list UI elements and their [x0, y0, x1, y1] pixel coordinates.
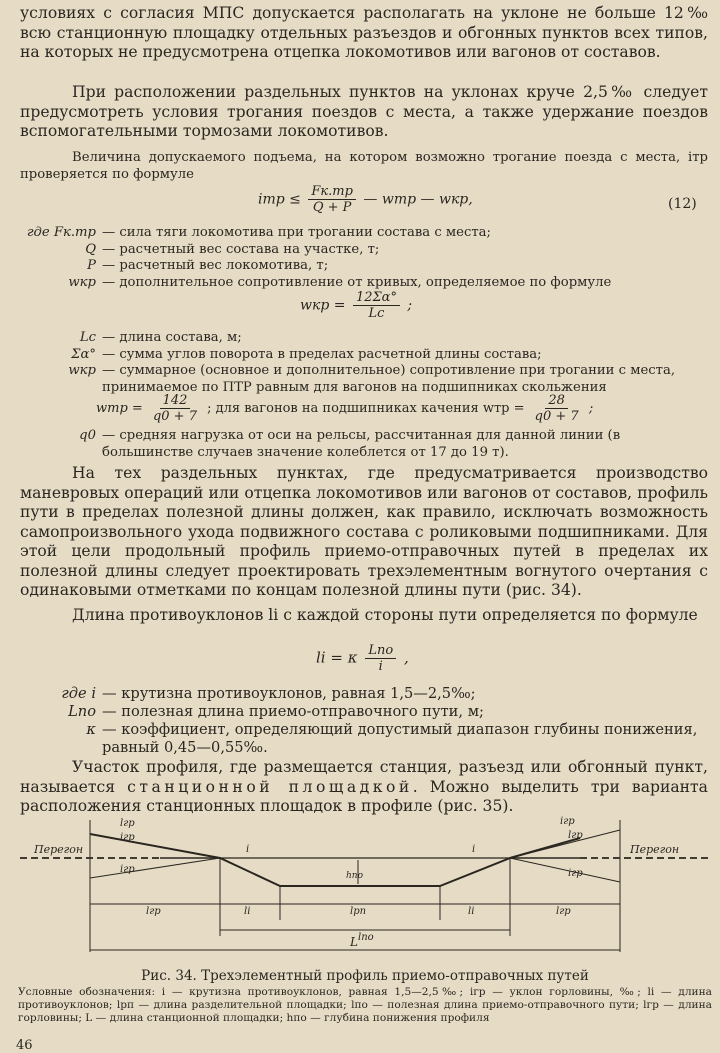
- label-L: L: [350, 935, 358, 949]
- definition-row: wкр — дополнительное сопротивление от кривых, определяемое по формуле: [68, 274, 612, 290]
- formula-12-numerator: Fк.тр: [308, 184, 356, 200]
- label-l-i-dim-left: li: [244, 906, 251, 917]
- page-number: 46: [16, 1038, 33, 1053]
- definition-row: wкр — суммарное (основное и дополнительное) сопротивление при трогании с места, принимаемое по ПТР равным для вагонов на подшипниках скольжения: [68, 363, 676, 395]
- definition-row: Q — расчетный вес состава на участке, т;: [85, 241, 380, 257]
- formula-12-fraction: [308, 184, 356, 215]
- label-i-gr-lower-right: iгр: [568, 868, 583, 879]
- definition-row: q0 — средняя нагрузка от оси на рельсы, рассчитанная для данной линии (в большинстве случаев значение колеблется от 17 до 19 т).: [79, 428, 621, 460]
- formula-12-number: (12): [668, 196, 697, 212]
- formula-12-lhs: iтр ≤: [258, 191, 301, 208]
- label-l-gr-upper-left: lгр: [120, 818, 135, 829]
- definitions-block-3: [20, 428, 710, 461]
- label-l-gr-dim-left: lгр: [146, 906, 161, 917]
- figure-caption: Рис. 34. Трехэлементный профиль приемо-отправочных путей: [141, 968, 589, 984]
- definitions-block-4: [20, 685, 710, 757]
- label-l-gr-upper-right: lгр: [568, 830, 583, 841]
- label-i-gr-upper-right: iгр: [560, 816, 575, 827]
- formula-wkr: wкр = $\frac{12\Sigma\alpha^\circ}{Lc}$ ;: [300, 290, 413, 321]
- paragraph-2: При расположении раздельных пунктов на уклонах круче 2,5‰ следует предусмотреть условия трогания поездов с места, а также удержание поездов вспомогательными тормозами локомотивов.: [20, 83, 708, 140]
- label-i-gr-lower-left: iгр: [120, 864, 135, 875]
- definition-row: где Fк.тр — сила тяги локомотива при трогании состава с места;: [26, 225, 491, 240]
- throat-slope-lower-left: [90, 858, 220, 878]
- definitions-block-2: [20, 330, 710, 396]
- formula-12-denominator: Q + P: [312, 200, 352, 215]
- formula-wtr: wтр = $\frac{142}{q0 + 7}$ ; для вагонов на подшипниках качения wтр = $\frac{28}{q0 + 7}$ ;: [96, 393, 594, 424]
- definition-row: Σα° — сумма углов поворота в пределах расчетной длины состава;: [71, 346, 542, 362]
- figure-34-diagram: [20, 812, 710, 964]
- label-l-rp: lрп: [350, 906, 367, 917]
- definition-row: где i — крутизна противоуклонов, равная 1,5—2,5‰;: [61, 685, 476, 702]
- term-station-platform: станционной площадкой: [127, 777, 413, 796]
- definition-row: Lпо — полезная длина приемо-отправочного пути, м;: [68, 703, 484, 720]
- definitions-block-1: [20, 225, 710, 291]
- label-l-gr-dim-right: lгр: [556, 906, 571, 917]
- paragraph-3: Величина допускаемого подъема, на котором возможно трогание поезда с места, iтр проверяется по формуле: [20, 150, 708, 182]
- formula-li: li = κ $\frac{\text{Lпо}}{i}$ ,: [316, 643, 409, 674]
- formula-12: [258, 184, 473, 215]
- label-i-gr-upper-left: iгр: [120, 832, 135, 843]
- throat-slope-lower-right: [510, 858, 620, 882]
- definition-row: P — расчетный вес локомотива, т;: [87, 258, 329, 274]
- label-h-po: hпо: [346, 871, 364, 881]
- throat-slope-upper-left: [90, 834, 220, 858]
- label-i-left: i: [246, 844, 250, 855]
- definition-row: Lc — длина состава, м;: [79, 330, 242, 345]
- paragraph-6: Участок профиля, где размещается станция, разъезд или обгонный пункт, называется станционной площадкой. Можно выделить три варианта расположения станционных площадок в профиле (рис. 35).: [20, 758, 708, 815]
- profile-line: [90, 834, 580, 886]
- formula-12-rhs: — wтр — wкр,: [363, 191, 473, 208]
- label-peregon-left: Перегон: [34, 843, 84, 856]
- paragraph-1: условиях с согласия МПС допускается располагать на уклоне не больше 12‰ всю станционную площадку отдельных разъездов и обгонных пунктов всех типов, на которых не предусмотрена отцепка локомотивов или вагонов от составов.: [20, 4, 708, 61]
- definition-row: κ — коэффициент, определяющий допустимый диапазон глубины понижения, равный 0,45—0,55‰.: [86, 721, 698, 756]
- throat-slope-upper-right: [510, 830, 620, 858]
- label-l-po: lпо: [358, 932, 374, 943]
- figure-legend: Условные обозначения: i — крутизна противоуклонов, равная 1,5—2,5‰; iгр — уклон горловины, ‰; li — длина противоуклонов; lрп — длина разделительной площадки; lпо — полезная длина приемо-отправочного пути; lгр — длина горловины; L — длина станционной площадки; hпо — глубина понижения профиля: [18, 986, 712, 1024]
- label-l-i-dim-right: li: [468, 906, 475, 917]
- paragraph-5: Длина противоуклонов li с каждой стороны пути определяется по формуле: [72, 606, 698, 624]
- label-i-right: i: [472, 844, 476, 855]
- label-peregon-right: Перегон: [630, 843, 680, 856]
- paragraph-4: На тех раздельных пунктах, где предусматривается производство маневровых операций или отцепка локомотивов или вагонов от составов, профиль пути в пределах полезной длины должен, как правило, исключать возможность самопроизвольного ухода подвижного состава с роликовыми подшипниками. Для этой цели продольный профиль приемо-отправочных путей в пределах их полезной длины следует проектировать трехэлементным вогнутого очертания с одинаковыми отметками по концам полезной длины пути (рис. 34).: [20, 464, 708, 599]
